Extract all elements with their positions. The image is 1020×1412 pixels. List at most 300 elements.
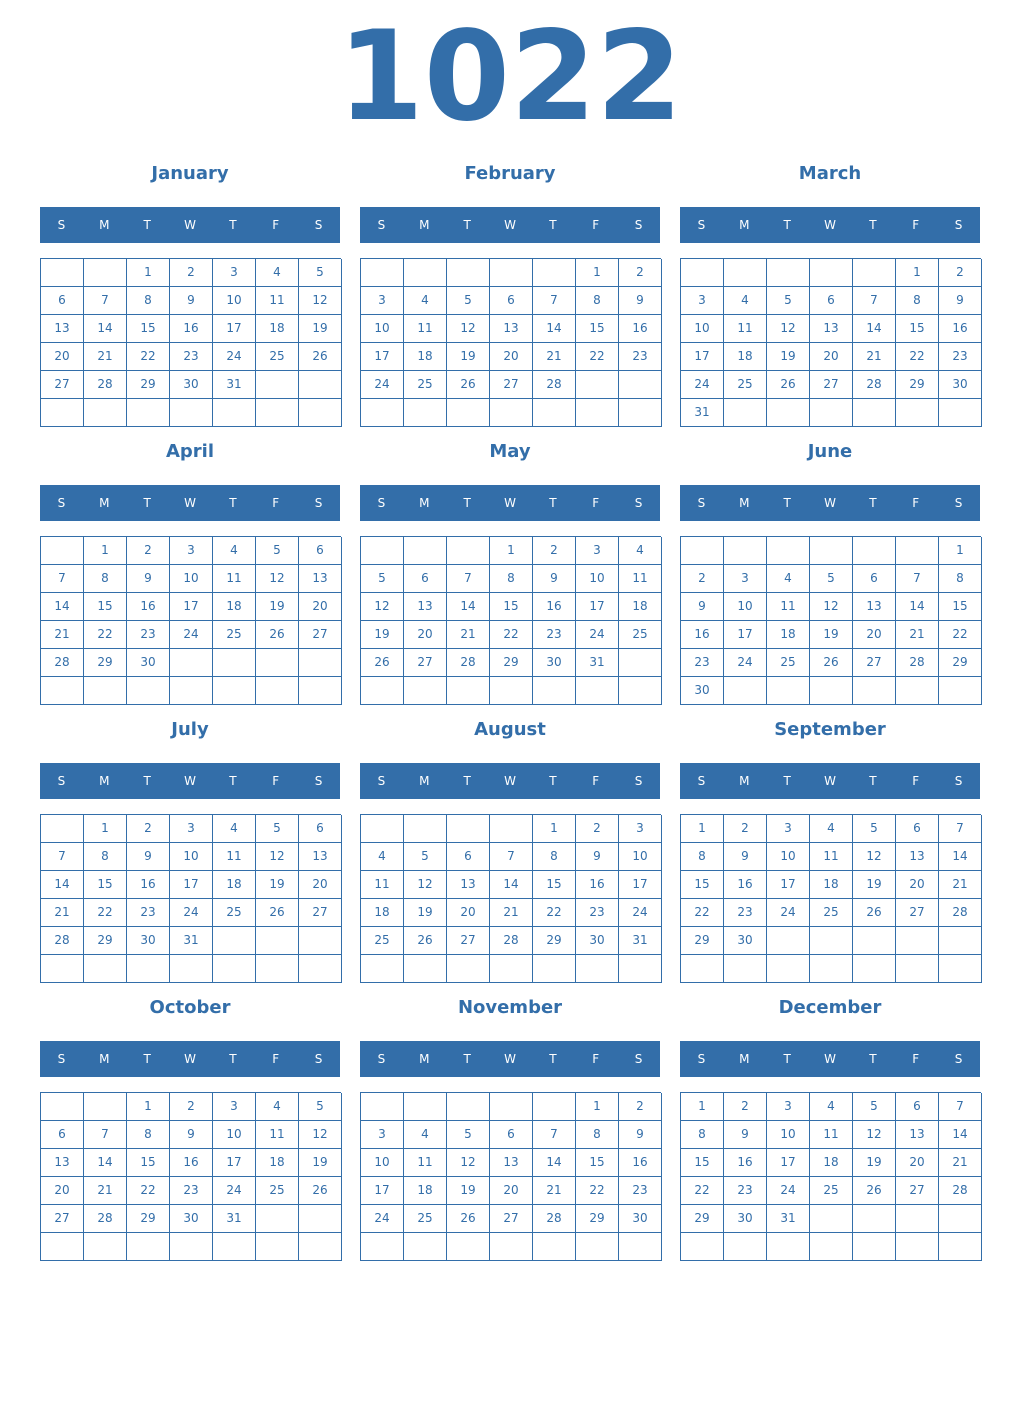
day-cell: 26 — [767, 371, 810, 399]
day-cell: 23 — [619, 343, 662, 371]
day-cell: 20 — [896, 1149, 939, 1177]
empty-cell — [853, 259, 896, 287]
day-cell: 15 — [127, 1149, 170, 1177]
day-cell: 2 — [619, 259, 662, 287]
day-cell: 18 — [361, 899, 404, 927]
empty-cell — [853, 927, 896, 955]
empty-cell — [447, 955, 490, 983]
day-cell: 4 — [256, 259, 299, 287]
day-grid — [360, 1092, 661, 1261]
day-cell: 11 — [619, 565, 662, 593]
empty-cell — [896, 1233, 939, 1261]
weekday-label: S — [314, 496, 323, 510]
day-cell: 11 — [810, 843, 853, 871]
day-cell: 21 — [84, 343, 127, 371]
day-cell: 15 — [576, 1149, 619, 1177]
empty-cell — [256, 955, 299, 983]
empty-cell — [447, 815, 490, 843]
weekday-label: W — [184, 774, 196, 788]
day-cell: 8 — [939, 565, 982, 593]
day-cell: 19 — [256, 871, 299, 899]
weekday-label: S — [57, 1052, 66, 1066]
empty-cell — [853, 955, 896, 983]
day-cell: 2 — [576, 815, 619, 843]
day-cell: 17 — [361, 343, 404, 371]
day-cell: 27 — [896, 899, 939, 927]
day-cell: 27 — [810, 371, 853, 399]
empty-cell — [213, 649, 256, 677]
empty-cell — [404, 537, 447, 565]
day-cell: 4 — [404, 1121, 447, 1149]
weekday-header — [680, 207, 980, 243]
day-cell: 4 — [213, 537, 256, 565]
day-cell: 19 — [853, 1149, 896, 1177]
day-cell: 15 — [681, 1149, 724, 1177]
empty-cell — [724, 955, 767, 983]
day-cell: 12 — [810, 593, 853, 621]
month-name: January — [151, 163, 229, 184]
empty-cell — [41, 537, 84, 565]
empty-cell — [576, 677, 619, 705]
weekday-label: T — [783, 774, 791, 788]
weekday-label: T — [229, 496, 237, 510]
weekday-label: S — [377, 218, 386, 232]
empty-cell — [404, 677, 447, 705]
weekday-label: T — [783, 218, 791, 232]
empty-cell — [896, 677, 939, 705]
day-cell: 7 — [939, 815, 982, 843]
empty-cell — [853, 1233, 896, 1261]
weekday-label: T — [143, 1052, 151, 1066]
day-cell: 15 — [84, 871, 127, 899]
day-cell: 1 — [127, 259, 170, 287]
day-cell: 22 — [939, 621, 982, 649]
day-cell: 29 — [490, 649, 533, 677]
day-cell: 10 — [170, 843, 213, 871]
day-cell: 19 — [404, 899, 447, 927]
day-cell: 15 — [84, 593, 127, 621]
month-name: September — [774, 719, 886, 740]
weekday-label: W — [504, 496, 516, 510]
empty-cell — [939, 677, 982, 705]
empty-cell — [896, 1205, 939, 1233]
empty-cell — [299, 955, 342, 983]
weekday-label: S — [314, 218, 323, 232]
empty-cell — [404, 815, 447, 843]
day-cell: 2 — [619, 1093, 662, 1121]
day-cell: 7 — [853, 287, 896, 315]
weekday-label: F — [912, 1052, 920, 1066]
day-cell: 12 — [299, 287, 342, 315]
weekday-header — [680, 1041, 980, 1077]
day-cell: 24 — [767, 1177, 810, 1205]
day-cell: 10 — [767, 843, 810, 871]
empty-cell — [447, 537, 490, 565]
day-cell: 5 — [361, 565, 404, 593]
day-cell: 8 — [84, 843, 127, 871]
day-cell: 12 — [853, 1121, 896, 1149]
month-name: June — [807, 441, 853, 462]
day-cell: 23 — [619, 1177, 662, 1205]
day-cell: 9 — [533, 565, 576, 593]
weekday-label: W — [824, 496, 836, 510]
empty-cell — [170, 649, 213, 677]
day-cell: 26 — [256, 899, 299, 927]
day-cell: 29 — [84, 927, 127, 955]
empty-cell — [490, 259, 533, 287]
day-cell: 26 — [447, 371, 490, 399]
day-cell: 24 — [619, 899, 662, 927]
day-cell: 25 — [213, 621, 256, 649]
day-cell: 10 — [619, 843, 662, 871]
weekday-label: M — [99, 1052, 110, 1066]
day-cell: 9 — [127, 843, 170, 871]
day-cell: 20 — [853, 621, 896, 649]
weekday-label: W — [824, 1052, 836, 1066]
day-cell: 1 — [939, 537, 982, 565]
day-cell: 2 — [127, 815, 170, 843]
day-cell: 22 — [681, 899, 724, 927]
empty-cell — [939, 955, 982, 983]
month-name: August — [474, 719, 546, 740]
empty-cell — [170, 955, 213, 983]
weekday-label: W — [504, 218, 516, 232]
day-cell: 30 — [127, 649, 170, 677]
day-cell: 11 — [361, 871, 404, 899]
day-cell: 28 — [41, 927, 84, 955]
empty-cell — [681, 537, 724, 565]
day-cell: 8 — [490, 565, 533, 593]
day-cell: 13 — [41, 1149, 84, 1177]
day-cell: 30 — [619, 1205, 662, 1233]
day-cell: 17 — [213, 315, 256, 343]
weekday-label: W — [824, 218, 836, 232]
weekday-label: S — [697, 218, 706, 232]
empty-cell — [361, 399, 404, 427]
empty-cell — [84, 399, 127, 427]
day-cell: 21 — [853, 343, 896, 371]
empty-cell — [767, 399, 810, 427]
day-cell: 14 — [84, 1149, 127, 1177]
day-grid — [360, 258, 661, 427]
empty-cell — [256, 677, 299, 705]
weekday-header — [360, 763, 660, 799]
day-cell: 10 — [213, 287, 256, 315]
day-cell: 21 — [939, 1149, 982, 1177]
day-cell: 6 — [810, 287, 853, 315]
day-cell: 25 — [404, 1205, 447, 1233]
empty-cell — [853, 399, 896, 427]
weekday-label: M — [739, 218, 750, 232]
empty-cell — [576, 1233, 619, 1261]
day-cell: 7 — [533, 1121, 576, 1149]
weekday-header — [40, 1041, 340, 1077]
month-name: November — [457, 997, 563, 1018]
day-cell: 6 — [490, 287, 533, 315]
empty-cell — [213, 399, 256, 427]
weekday-label: M — [99, 496, 110, 510]
day-cell: 20 — [41, 343, 84, 371]
weekday-label: W — [184, 1052, 196, 1066]
day-cell: 3 — [724, 565, 767, 593]
day-cell: 25 — [213, 899, 256, 927]
day-cell: 6 — [896, 1093, 939, 1121]
empty-cell — [361, 1233, 404, 1261]
day-cell: 18 — [810, 1149, 853, 1177]
day-cell: 7 — [84, 1121, 127, 1149]
empty-cell — [810, 677, 853, 705]
day-cell: 24 — [213, 1177, 256, 1205]
day-cell: 14 — [447, 593, 490, 621]
empty-cell — [939, 927, 982, 955]
month-name: October — [149, 997, 231, 1018]
empty-cell — [767, 259, 810, 287]
day-cell: 21 — [533, 1177, 576, 1205]
day-cell: 23 — [127, 621, 170, 649]
empty-cell — [256, 371, 299, 399]
weekday-label: W — [504, 774, 516, 788]
day-cell: 28 — [533, 1205, 576, 1233]
day-cell: 8 — [576, 1121, 619, 1149]
weekday-label: T — [229, 774, 237, 788]
day-cell: 19 — [810, 621, 853, 649]
empty-cell — [41, 955, 84, 983]
day-cell: 30 — [533, 649, 576, 677]
day-cell: 17 — [576, 593, 619, 621]
day-cell: 24 — [767, 899, 810, 927]
day-cell: 15 — [681, 871, 724, 899]
weekday-label: M — [99, 774, 110, 788]
weekday-label: T — [143, 218, 151, 232]
empty-cell — [256, 399, 299, 427]
day-cell: 1 — [576, 1093, 619, 1121]
day-grid — [680, 814, 981, 983]
day-cell: 15 — [576, 315, 619, 343]
weekday-label: S — [377, 774, 386, 788]
day-cell: 18 — [256, 1149, 299, 1177]
day-cell: 27 — [299, 899, 342, 927]
empty-cell — [490, 677, 533, 705]
weekday-label: W — [824, 774, 836, 788]
day-cell: 12 — [853, 843, 896, 871]
day-cell: 5 — [810, 565, 853, 593]
day-cell: 14 — [490, 871, 533, 899]
day-cell: 7 — [447, 565, 490, 593]
empty-cell — [767, 677, 810, 705]
weekday-header — [360, 207, 660, 243]
day-cell: 2 — [724, 815, 767, 843]
day-cell: 14 — [939, 1121, 982, 1149]
day-cell: 27 — [490, 1205, 533, 1233]
weekday-header — [680, 763, 980, 799]
day-cell: 29 — [681, 1205, 724, 1233]
day-cell: 29 — [681, 927, 724, 955]
day-cell: 3 — [213, 1093, 256, 1121]
empty-cell — [939, 1233, 982, 1261]
day-cell: 3 — [681, 287, 724, 315]
day-cell: 18 — [256, 315, 299, 343]
day-cell: 19 — [299, 315, 342, 343]
day-cell: 25 — [361, 927, 404, 955]
day-cell: 10 — [767, 1121, 810, 1149]
weekday-label: W — [184, 496, 196, 510]
day-cell: 20 — [490, 343, 533, 371]
empty-cell — [447, 399, 490, 427]
day-cell: 6 — [404, 565, 447, 593]
day-cell: 28 — [939, 1177, 982, 1205]
weekday-label: T — [783, 1052, 791, 1066]
empty-cell — [767, 1233, 810, 1261]
day-cell: 10 — [724, 593, 767, 621]
day-cell: 16 — [170, 1149, 213, 1177]
empty-cell — [447, 1233, 490, 1261]
day-cell: 12 — [447, 315, 490, 343]
day-cell: 3 — [767, 815, 810, 843]
empty-cell — [256, 1205, 299, 1233]
day-cell: 10 — [681, 315, 724, 343]
empty-cell — [256, 1233, 299, 1261]
weekday-label: T — [463, 496, 471, 510]
day-cell: 29 — [127, 1205, 170, 1233]
day-cell: 26 — [404, 927, 447, 955]
month-name: February — [464, 163, 556, 184]
weekday-label: S — [697, 774, 706, 788]
day-cell: 18 — [404, 1177, 447, 1205]
day-cell: 13 — [299, 843, 342, 871]
day-cell: 26 — [810, 649, 853, 677]
day-cell: 25 — [767, 649, 810, 677]
day-cell: 25 — [256, 1177, 299, 1205]
empty-cell — [724, 399, 767, 427]
empty-cell — [810, 955, 853, 983]
empty-cell — [299, 1233, 342, 1261]
empty-cell — [724, 1233, 767, 1261]
day-cell: 20 — [490, 1177, 533, 1205]
day-cell: 7 — [533, 287, 576, 315]
empty-cell — [681, 955, 724, 983]
day-cell: 24 — [170, 899, 213, 927]
day-cell: 14 — [939, 843, 982, 871]
day-cell: 29 — [939, 649, 982, 677]
day-cell: 18 — [213, 871, 256, 899]
empty-cell — [127, 955, 170, 983]
empty-cell — [361, 537, 404, 565]
day-cell: 16 — [170, 315, 213, 343]
day-cell: 17 — [681, 343, 724, 371]
weekday-label: S — [697, 496, 706, 510]
day-cell: 14 — [533, 1149, 576, 1177]
day-cell: 31 — [213, 1205, 256, 1233]
day-cell: 30 — [576, 927, 619, 955]
empty-cell — [213, 955, 256, 983]
day-cell: 16 — [576, 871, 619, 899]
day-cell: 9 — [170, 1121, 213, 1149]
empty-cell — [299, 927, 342, 955]
weekday-header — [40, 207, 340, 243]
day-cell: 18 — [404, 343, 447, 371]
empty-cell — [361, 1093, 404, 1121]
empty-cell — [447, 259, 490, 287]
empty-cell — [767, 927, 810, 955]
empty-cell — [896, 955, 939, 983]
day-cell: 28 — [533, 371, 576, 399]
day-cell: 20 — [299, 871, 342, 899]
day-cell: 13 — [853, 593, 896, 621]
day-cell: 29 — [533, 927, 576, 955]
empty-cell — [447, 677, 490, 705]
day-cell: 16 — [939, 315, 982, 343]
day-cell: 15 — [490, 593, 533, 621]
day-cell: 13 — [404, 593, 447, 621]
day-cell: 7 — [41, 565, 84, 593]
month-name: April — [165, 441, 215, 462]
weekday-label: T — [229, 1052, 237, 1066]
day-cell: 9 — [619, 1121, 662, 1149]
empty-cell — [490, 955, 533, 983]
day-cell: 20 — [299, 593, 342, 621]
weekday-label: S — [634, 218, 643, 232]
day-cell: 1 — [490, 537, 533, 565]
weekday-label: W — [184, 218, 196, 232]
day-cell: 5 — [447, 287, 490, 315]
day-cell: 24 — [681, 371, 724, 399]
day-cell: 26 — [447, 1205, 490, 1233]
weekday-label: T — [783, 496, 791, 510]
day-grid — [680, 258, 981, 427]
day-cell: 9 — [939, 287, 982, 315]
weekday-label: F — [592, 774, 600, 788]
day-cell: 30 — [681, 677, 724, 705]
empty-cell — [533, 259, 576, 287]
empty-cell — [127, 1233, 170, 1261]
day-cell: 28 — [490, 927, 533, 955]
day-cell: 27 — [41, 1205, 84, 1233]
day-cell: 28 — [84, 1205, 127, 1233]
empty-cell — [619, 649, 662, 677]
day-cell: 21 — [939, 871, 982, 899]
day-cell: 11 — [213, 843, 256, 871]
empty-cell — [404, 955, 447, 983]
weekday-label: F — [912, 218, 920, 232]
day-grid — [40, 1092, 341, 1261]
empty-cell — [939, 1205, 982, 1233]
month-name: December — [778, 997, 882, 1018]
day-cell: 21 — [41, 899, 84, 927]
day-cell: 3 — [361, 1121, 404, 1149]
day-cell: 10 — [213, 1121, 256, 1149]
weekday-label: T — [463, 774, 471, 788]
day-cell: 6 — [299, 815, 342, 843]
day-cell: 5 — [853, 815, 896, 843]
weekday-label: T — [549, 218, 557, 232]
empty-cell — [361, 955, 404, 983]
day-grid — [360, 536, 661, 705]
empty-cell — [41, 259, 84, 287]
day-cell: 31 — [681, 399, 724, 427]
day-cell: 23 — [170, 343, 213, 371]
empty-cell — [213, 1233, 256, 1261]
day-cell: 31 — [576, 649, 619, 677]
empty-cell — [404, 399, 447, 427]
weekday-label: F — [272, 1052, 280, 1066]
empty-cell — [41, 677, 84, 705]
day-cell: 26 — [853, 1177, 896, 1205]
empty-cell — [361, 815, 404, 843]
day-cell: 20 — [896, 871, 939, 899]
day-cell: 17 — [767, 871, 810, 899]
day-cell: 30 — [939, 371, 982, 399]
empty-cell — [810, 927, 853, 955]
